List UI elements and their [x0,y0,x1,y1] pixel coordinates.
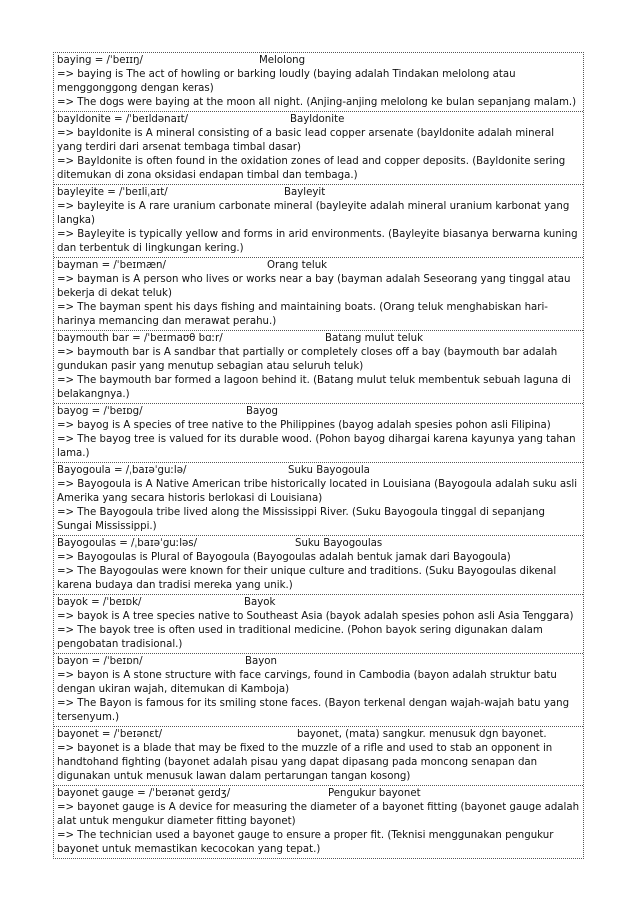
entry-example: => The Bayogoula tribe lived along the Mississippi River. (Suku Bayogoula tinggal di sepanjang Sungai Mississippi.) [57,507,545,532]
entry-definition: => bayldonite is A mineral consisting of a basic lead copper arsenate (bayldonite adalah mineral yang terdiri dari arsenat tembaga timbal dasar) [57,128,555,153]
entry-term: bayldonite = /ˈbeɪldənaɪt/ [57,114,189,125]
entry-definition: => bayog is A species of tree native to the Philippines (bayog adalah spesies pohon asli Filipina) [57,420,551,431]
entry-term: Bayogoula = /ˌbaɪəˈguːlə/ [57,465,187,476]
entry-example: => The bayog tree is valued for its durable wood. (Pohon bayog dihargai karena kayunya yang tahan lama.) [57,434,576,459]
entry-translation: Bayok [244,597,276,608]
entry-definition: => Bayogoulas is Plural of Bayogoula (Bayogoulas adalah bentuk jamak dari Bayogoula) [57,552,511,563]
entry-translation: Bayog [246,406,278,417]
entry-translation: Bayldonite [290,114,345,125]
entry-example: => The Bayon is famous for its smiling stone faces. (Bayon terkenal dengan wajah-wajah batu yang tersenyum.) [57,698,570,723]
entry-term: bayleyite = /ˈbeɪliˌaɪt/ [57,187,168,198]
entry-definition: => baymouth bar is A sandbar that partially or completely closes off a bay (baymouth bar adalah gundukan pasir yang menutup sebagian atau seluruh teluk) [57,347,558,372]
entry-definition: => bayon is A stone structure with face carvings, found in Cambodia (bayon adalah struktur batu dengan ukiran wajah, ditemukan di Kamboja) [57,670,557,695]
entry-example: => The technician used a bayonet gauge to ensure a proper fit. (Teknisi menggunakan pengukur bayonet untuk memastikan kecocokan yang tepat.) [57,830,554,855]
entry-definition: => bayman is A person who lives or works near a bay (bayman adalah Seseorang yang tinggal atau bekerja di dekat teluk) [57,274,571,299]
entry-term: bayog = /ˈbeɪɒg/ [57,406,143,417]
entry-term: bayonet gauge = /ˈbeɪənət geɪdʒ/ [57,788,231,799]
entry-bayok [54,595,583,654]
entry-bayogoulas [54,536,583,595]
entry-definition: => bayonet gauge is A device for measuring the diameter of a bayonet fitting (bayonet gauge adalah alat untuk mengukur diameter fitting bayonet) [57,802,580,827]
entry-bayldonite [54,112,583,185]
entry-example: => Bayldonite is often found in the oxidation zones of lead and copper deposits. (Bayldonite sering ditemukan di zona oksidasi endapan timbal dan tembaga.) [57,156,566,181]
entry-bayonet-gauge [54,786,583,858]
entry-term: bayman = /ˈbeɪmæn/ [57,260,166,271]
entry-bayog [54,404,583,463]
entry-term: Bayogoulas = /ˌbaɪəˈguːləs/ [57,538,198,549]
entry-example: => The bayok tree is often used in traditional medicine. (Pohon bayok sering digunakan dalam pengobatan tradisional.) [57,625,543,650]
entry-example: => Bayleyite is typically yellow and forms in arid environments. (Bayleyite biasanya berwarna kuning dan terbentuk di lingkungan kering.) [57,229,578,254]
entry-term: bayon = /ˈbeɪɒn/ [57,656,143,667]
entry-bayon [54,654,583,727]
entry-bayogoula [54,463,583,536]
entry-example: => The bayman spent his days fishing and maintaining boats. (Orang teluk menghabiskan hari-harinya memancing dan merawat perahu.) [57,302,548,327]
entry-translation: Suku Bayogoula [288,465,370,476]
entry-translation: Bayleyit [284,187,326,198]
entry-definition: => baying is The act of howling or barking loudly (baying adalah Tindakan melolong atau menggonggong dengan keras) [57,69,516,94]
entry-example: => The dogs were baying at the moon all night. (Anjing-anjing melolong ke bulan sepanjang malam.) [57,97,577,108]
entry-bayonet [54,727,583,786]
entry-term: bayok = /ˈbeɪɒk/ [57,597,142,608]
entry-definition: => Bayogoula is A Native American tribe historically located in Louisiana (Bayogoula adalah suku asli Amerika yang secara historis berlokasi di Louisiana) [57,479,578,504]
entry-term: baymouth bar = /ˈbeɪmaʊθ bɑːr/ [57,333,223,344]
entry-definition: => bayok is A tree species native to Southeast Asia (bayok adalah spesies pohon asli Asia Tenggara) [57,611,574,622]
entry-example: => The baymouth bar formed a lagoon behind it. (Batang mulut teluk membentuk sebuah laguna di belakangnya.) [57,375,571,400]
dictionary-page [53,52,584,859]
entry-term: baying = /ˈbeɪɪŋ/ [57,55,143,66]
entry-translation: Suku Bayogoulas [295,538,383,549]
entry-translation: Melolong [259,55,306,66]
entry-baymouth-bar [54,331,583,404]
entry-translation: Bayon [245,656,277,667]
entry-translation: Pengukur bayonet [328,788,421,799]
entry-bayleyite [54,185,583,258]
entry-example: => The Bayogoulas were known for their unique culture and traditions. (Suku Bayogoulas dikenal karena budaya dan tradisi mereka yang unik.) [57,566,557,591]
entry-term: bayonet = /ˈbeɪənɛt/ [57,729,163,740]
entry-definition: => bayleyite is A rare uranium carbonate mineral (bayleyite adalah mineral uranium karbonat yang langka) [57,201,570,226]
entry-baying [54,53,583,112]
entry-translation: Orang teluk [267,260,328,271]
entry-bayman [54,258,583,331]
entry-translation: bayonet, (mata) sangkur. menusuk dgn bayonet. [297,729,547,740]
entry-definition: => bayonet is a blade that may be fixed to the muzzle of a rifle and used to stab an opponent in handtohand fighting (bayonet adalah pisau yang dapat dipasang pada moncong senapan dan digunakan untuk menusuk lawan dalam pertarungan tangan kosong) [57,743,553,782]
entry-translation: Batang mulut teluk [325,333,423,344]
